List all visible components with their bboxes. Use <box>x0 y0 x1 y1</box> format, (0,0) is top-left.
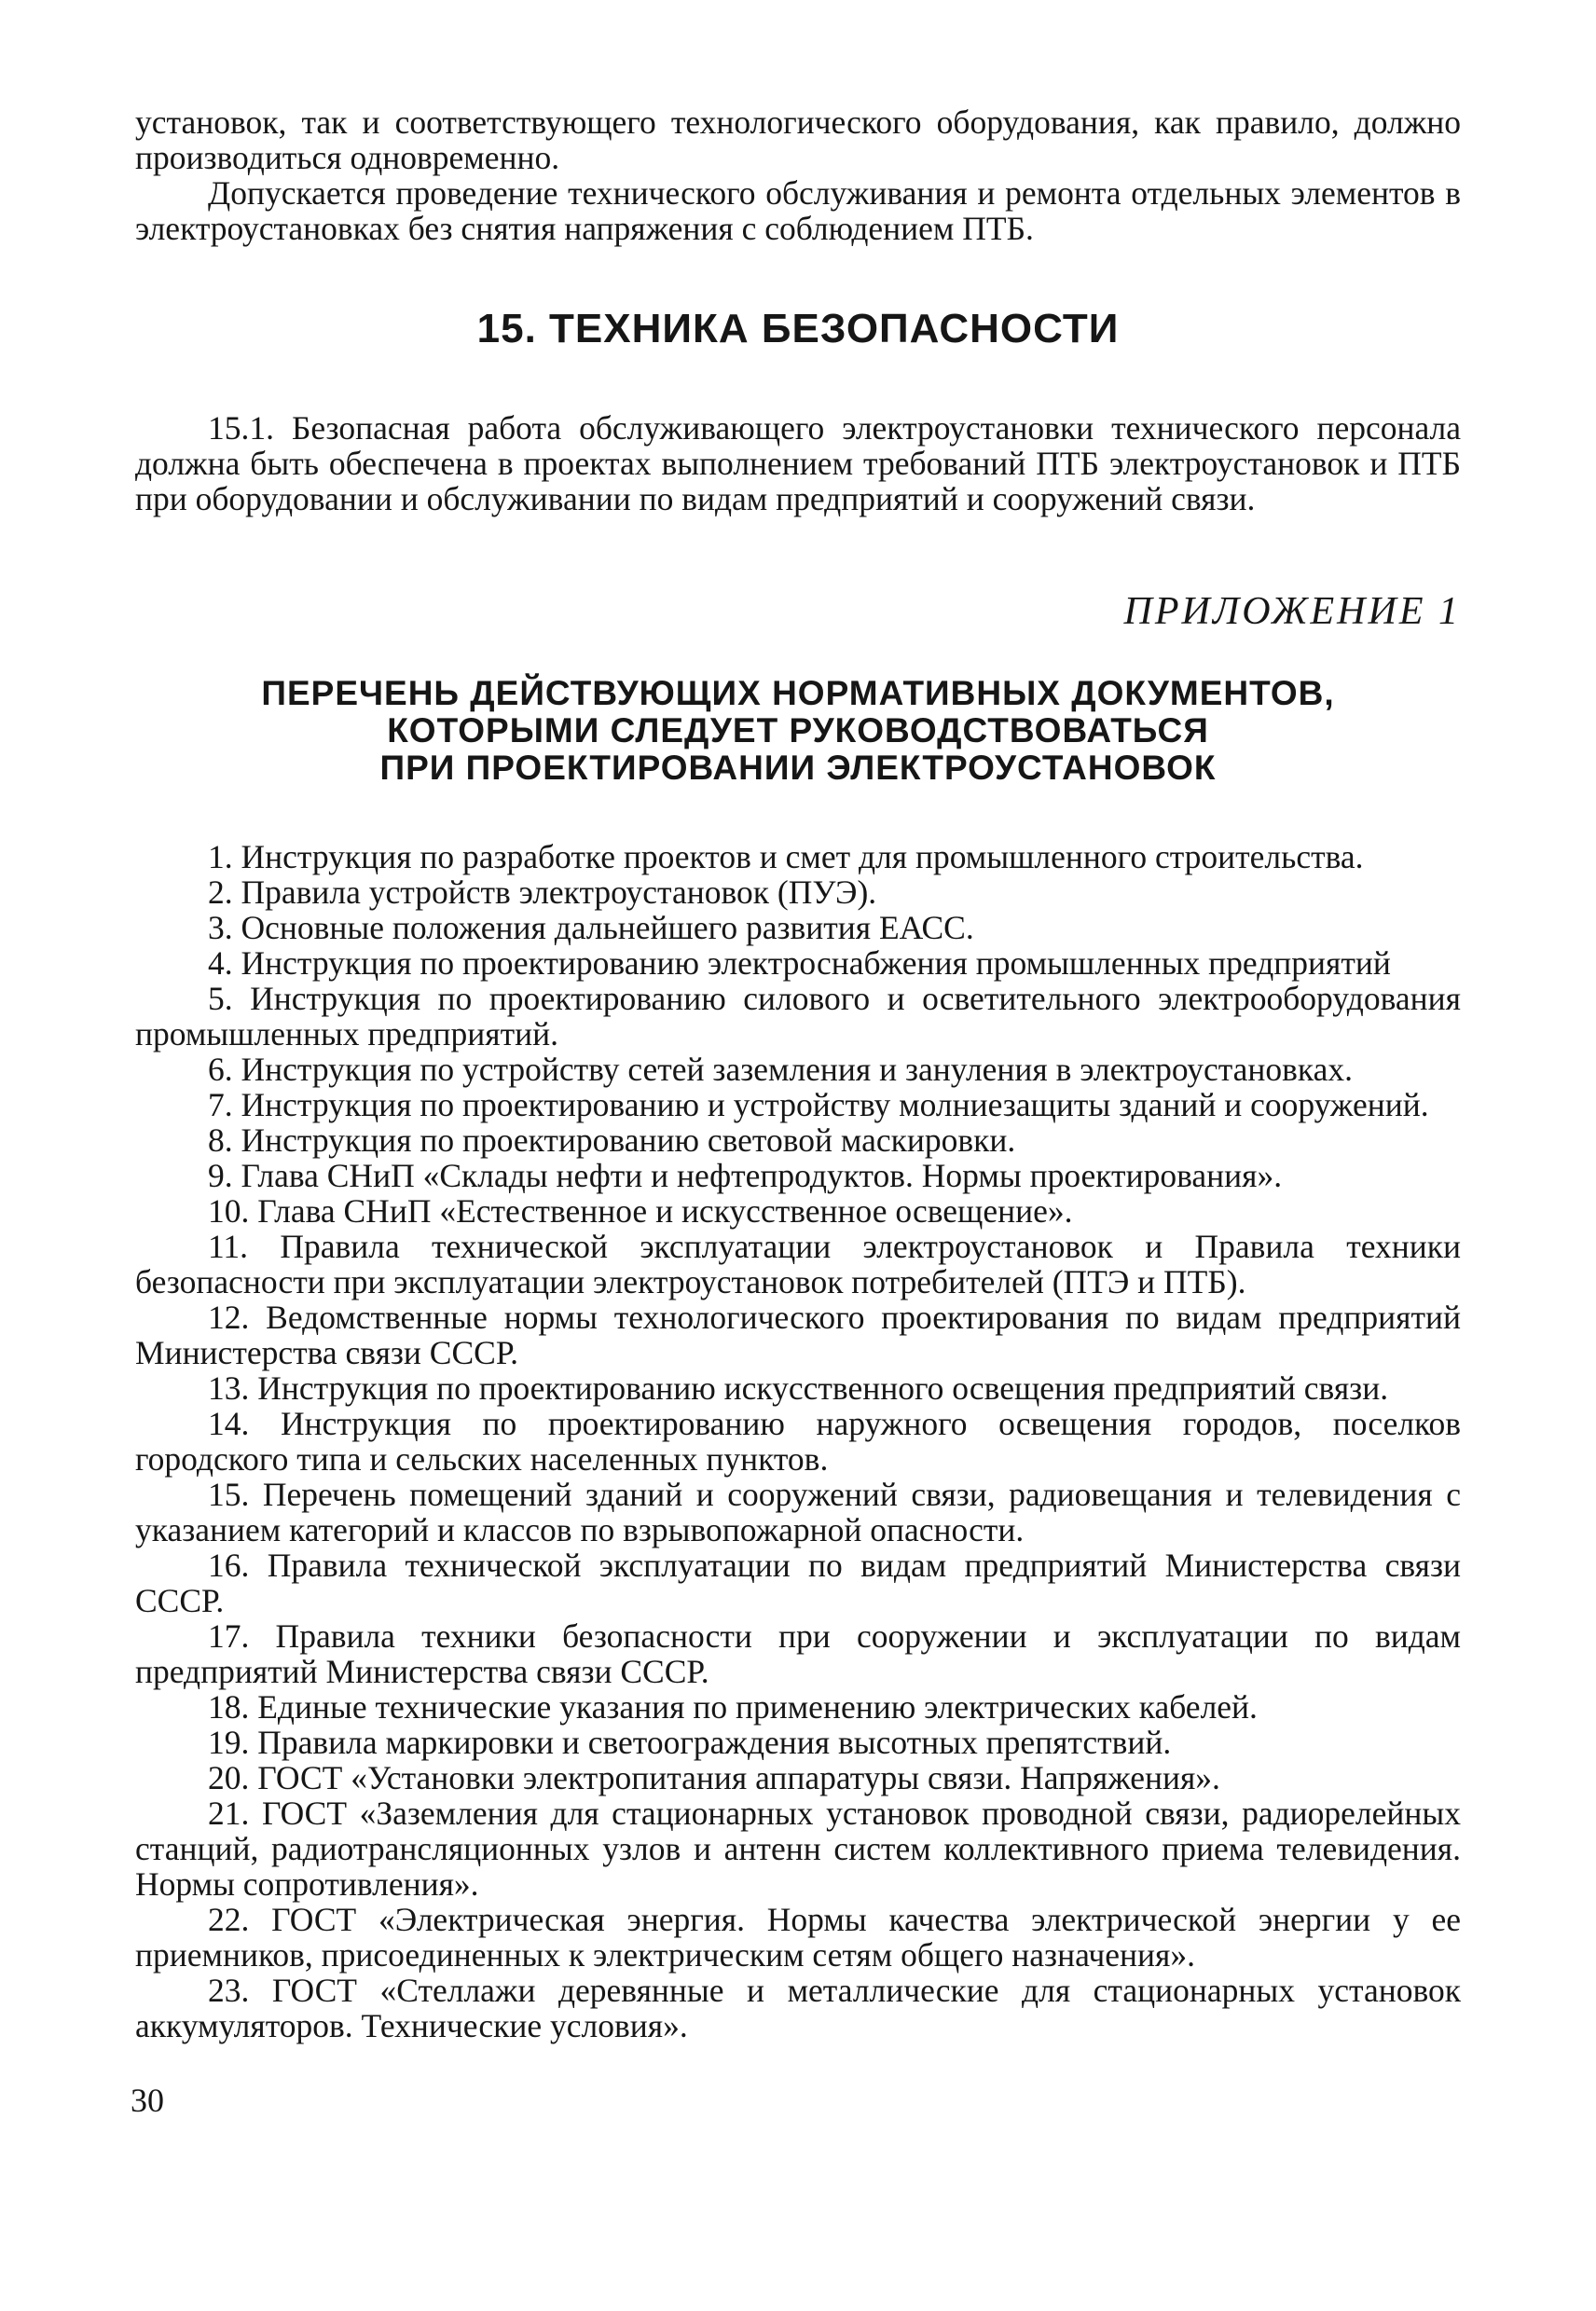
list-item: 6. Инструкция по устройству сетей заземления и зануления в электроустановках. <box>208 1051 1354 1088</box>
list-item: 20. ГОСТ «Установки электропитания аппаратуры связи. Напряжения». <box>208 1759 1220 1796</box>
list-item: 10. Глава СНиП «Естественное и искусственное освещение». <box>208 1192 1073 1230</box>
list-item: 22. ГОСТ «Электрическая энергия. Нормы качества электрической энергии у ее приемников, присоединенных к электрическим сетям общего назначения». <box>135 1901 1461 1974</box>
intro-paragraph-continuation: установок, так и соответствующего технологического оборудования, как правило, должно производиться одновременно. <box>135 103 1461 176</box>
list-item: 16. Правила технической эксплуатации по видам предприятий Министерства связи СССР. <box>135 1547 1461 1619</box>
list-item: 2. Правила устройств электроустановок (ПУЭ). <box>208 874 877 911</box>
appendix-title <box>135 675 1461 787</box>
list-item: 18. Единые технические указания по применению электрических кабелей. <box>208 1688 1258 1726</box>
list-item: 17. Правила техники безопасности при сооружении и эксплуатации по видам предприятий Министерства связи СССР. <box>135 1617 1461 1690</box>
appendix-label: ПРИЛОЖЕНИЕ 1 <box>1123 590 1461 633</box>
page-number: 30 <box>131 2082 164 2119</box>
list-item: 14. Инструкция по проектированию наружного освещения городов, поселков городского типа и сельских населенных пунктов. <box>135 1405 1461 1478</box>
list-item: 4. Инструкция по проектированию электроснабжения промышленных предприятий <box>208 944 1391 982</box>
list-item: 9. Глава СНиП «Склады нефти и нефтепродуктов. Нормы проектирования». <box>208 1157 1283 1194</box>
list-item: 21. ГОСТ «Заземления для стационарных установок проводной связи, радиорелейных станций, радиотрансляционных узлов и антенн систем коллективного приема телевидения. Нормы сопротивления». <box>135 1795 1461 1903</box>
section-15-1-paragraph: 15.1. Безопасная работа обслуживающего электроустановки технического персонала должна быть обеспечена в проектах выполнением требований ПТБ электроустановок и ПТБ при оборудовании и обслуживании по видам предприятий и сооружений связи. <box>135 409 1461 517</box>
appendix-title-line-3: ПРИ ПРОЕКТИРОВАНИИ ЭЛЕКТРОУСТАНОВОК <box>379 749 1217 787</box>
list-item: 5. Инструкция по проектированию силового и осветительного электрооборудования промышленных предприятий. <box>135 980 1461 1052</box>
list-item: 12. Ведомственные нормы технологического проектирования по видам предприятий Министерства связи СССР. <box>135 1299 1461 1371</box>
list-item: 3. Основные положения дальнейшего развития ЕАСС. <box>208 909 974 946</box>
list-item: 19. Правила маркировки и светоограждения высотных препятствий. <box>208 1724 1172 1761</box>
list-item: 1. Инструкция по разработке проектов и смет для промышленного строительства. <box>208 838 1364 875</box>
list-item: 15. Перечень помещений зданий и сооружений связи, радиовещания и телевидения с указанием категорий и классов по взрывопожарной опасности. <box>135 1476 1461 1548</box>
normative-documents-list <box>135 839 1461 2043</box>
list-item: 13. Инструкция по проектированию искусственного освещения предприятий связи. <box>208 1369 1389 1407</box>
intro-paragraph-maintenance: Допускается проведение технического обслуживания и ремонта отдельных элементов в электроустановках без снятия напряжения с соблюдением ПТБ. <box>135 174 1461 247</box>
list-item: 11. Правила технической эксплуатации электроустановок и Правила техники безопасности при эксплуатации электроустановок потребителей (ПТЭ и ПТБ). <box>135 1228 1461 1300</box>
appendix-title-line-1: ПЕРЕЧЕНЬ ДЕЙСТВУЮЩИХ НОРМАТИВНЫХ ДОКУМЕНТОВ, <box>261 674 1335 712</box>
list-item: 23. ГОСТ «Стеллажи деревянные и металлические для стационарных установок аккумуляторов. Технические условия». <box>135 1972 1461 2044</box>
list-item: 7. Инструкция по проектированию и устройству молниезащиты зданий и сооружений. <box>208 1086 1429 1123</box>
list-item: 8. Инструкция по проектированию световой маскировки. <box>208 1121 1016 1159</box>
section-title-safety: 15. ТЕХНИКА БЕЗОПАСНОСТИ <box>476 306 1120 351</box>
appendix-title-line-2: КОТОРЫМИ СЛЕДУЕТ РУКОВОДСТВОВАТЬСЯ <box>387 711 1209 750</box>
